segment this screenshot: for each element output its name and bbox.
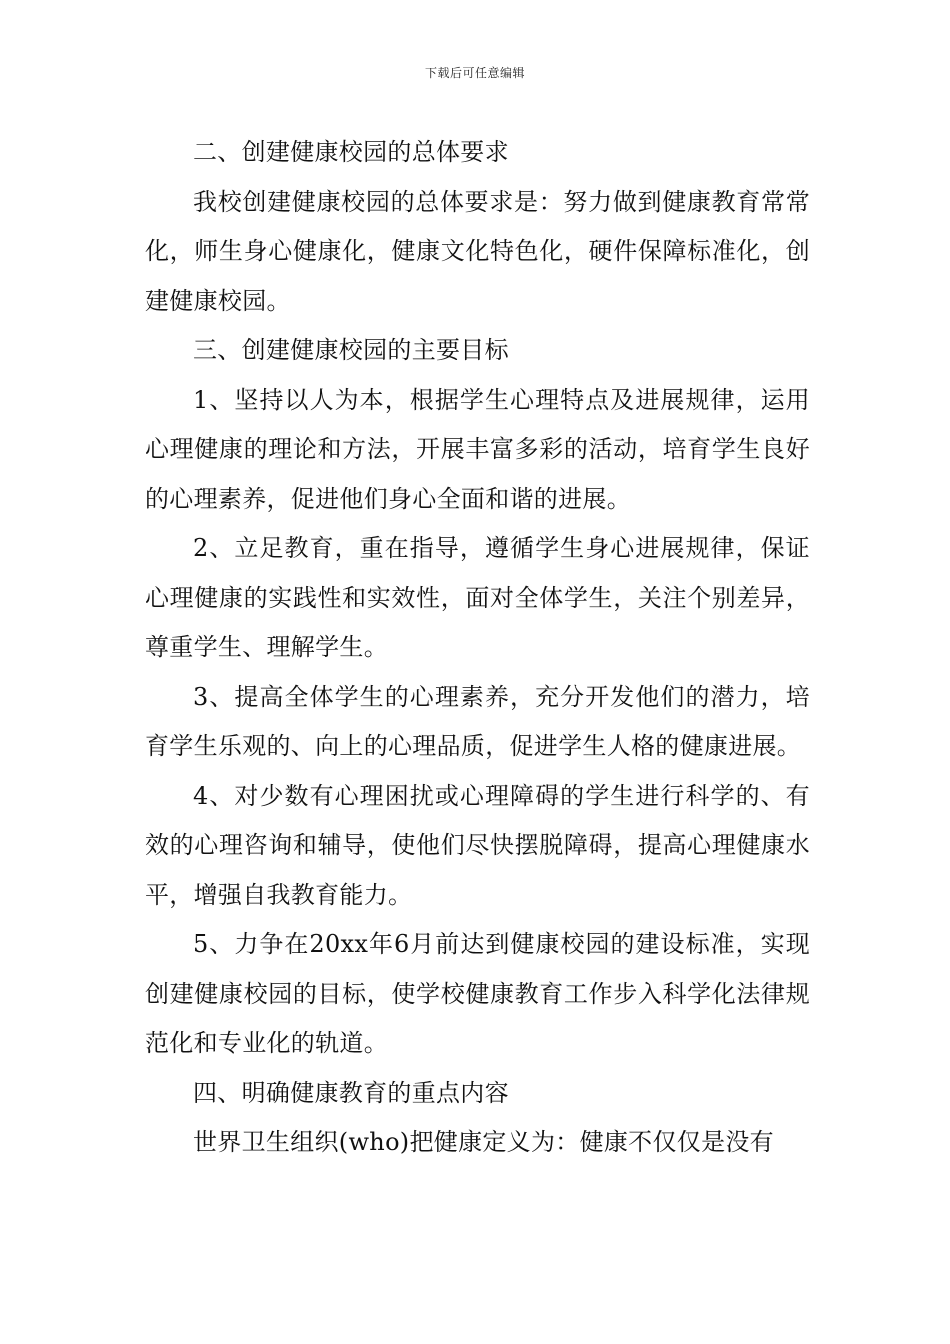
goal-item-4: 4、对少数有心理困扰或心理障碍的学生进行科学的、有效的心理咨询和辅导，使他们尽快摆脱障碍，提高心理健康水平，增强自我教育能力。 xyxy=(145,781,810,909)
body-paragraph: 我校创建健康校园的总体要求是：努力做到健康教育常常化，师生身心健康化，健康文化特色化，硬件保障标准化，创建健康校园。 xyxy=(145,187,810,315)
body-paragraph-who: 世界卫生组织(who)把健康定义为：健康不仅仅是没有 xyxy=(193,1128,774,1156)
section-heading-goals: 三、创建健康校园的主要目标 xyxy=(193,336,509,364)
goal-item-2: 2、立足教育，重在指导，遵循学生身心进展规律，保证心理健康的实践性和实效性，面对全体学生，关注个别差异，尊重学生、理解学生。 xyxy=(145,534,810,661)
goal-item-1: 1、坚持以人为本，根据学生心理特点及进展规律，运用心理健康的理论和方法，开展丰富多彩的活动，培育学生良好的心理素养，促进他们身心全面和谐的进展。 xyxy=(145,385,810,513)
goal-item-3: 3、提高全体学生的心理素养，充分开发他们的潜力，培育学生乐观的、向上的心理品质，促进学生人格的健康进展。 xyxy=(145,682,810,760)
goal-item-5: 5、力争在20xx年6月前达到健康校园的建设标准，实现创建健康校园的目标，使学校健康教育工作步入科学化法律规范化和专业化的轨道。 xyxy=(145,930,810,1057)
page-header: 下载后可任意编辑 xyxy=(424,66,525,80)
section-heading-content: 四、明确健康教育的重点内容 xyxy=(193,1078,509,1107)
document-body xyxy=(145,128,810,1168)
section-heading-requirements: 二、创建健康校园的总体要求 xyxy=(193,138,509,166)
